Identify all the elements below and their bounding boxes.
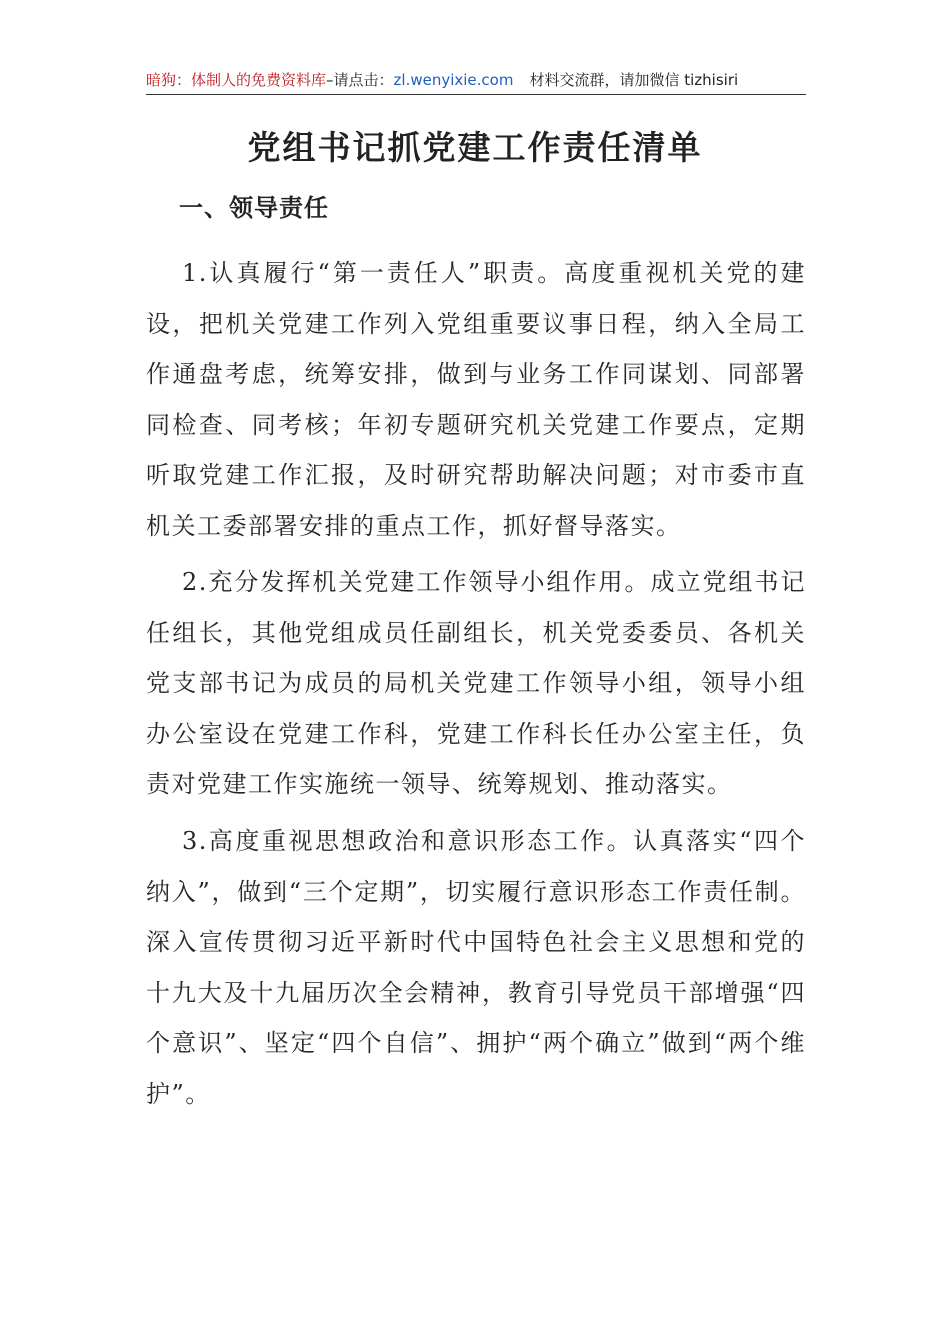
section-heading: 一、领导责任 — [179, 194, 329, 222]
paragraph-1: 1.认真履行“第一责任人”职责。高度重视机关党的建设，把机关党建工作列入党组重要议事日程，纳入全局工作通盘考虑，统筹安排，做到与业务工作同谋划、同部署同检查、同考核；年初专题研究机关党建工作要点，定期听取党建工作汇报，及时研究帮助解决问题；对市委市直机关工委部署安排的重点工作，抓好督导落实。 — [146, 259, 806, 540]
header-contact: 材料交流群，请加微信 tizhisiri — [529, 71, 739, 89]
paragraph-2: 2.充分发挥机关党建工作领导小组作用。成立党组书记任组长，其他党组成员任副组长，机关党委委员、各机关党支部书记为成员的局机关党建工作领导小组，领导小组办公室设在党建工作科，党建工作科长任办公室主任，负责对党建工作实施统一领导、统筹规划、推动落实。 — [146, 568, 806, 798]
header-url-link[interactable]: zl.wenyixie.com — [393, 71, 514, 89]
paragraph-3: 3.高度重视思想政治和意识形态工作。认真落实“四个纳入”，做到“三个定期”，切实履行意识形态工作责任制。深入宣传贯彻习近平新时代中国特色社会主义思想和党的十九大及十九届历次全会精神，教育引导党员干部增强“四个意识”、坚定“四个自信”、拥护“两个确立”做到“两个维护”。 — [146, 827, 806, 1108]
header-prompt: –请点击： — [326, 71, 394, 89]
page-header — [146, 68, 806, 95]
document-title: 党组书记抓党建工作责任清单 — [247, 128, 703, 167]
header-brand: 暗狗：体制人的免费资料库 — [146, 71, 327, 89]
